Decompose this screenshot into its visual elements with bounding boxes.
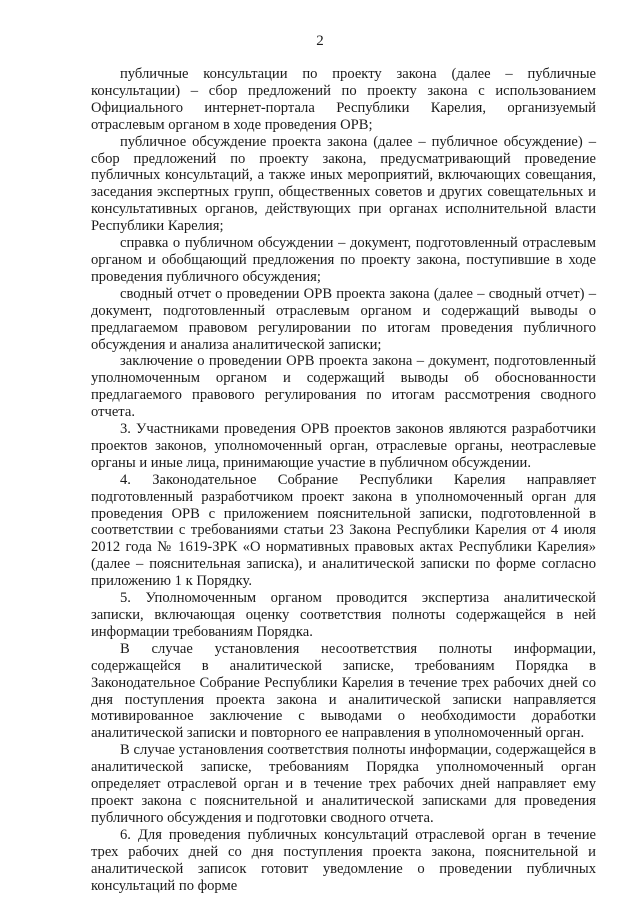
paragraph-item-6: 6. Для проведения публичных консультаций отраслевой орган в течение трех рабочих дней со дня поступления проекта закона, пояснительной и аналитической записок готовит уведомление о проведении публичных консультаций по форме xyxy=(91,826,596,894)
paragraph-item-4: 4. Законодательное Собрание Республики Карелия направляет подготовленный разработчиком проект закона в уполномоченный орган для проведения ОРВ с приложением пояснительной записки, подготовленной в соответствии с требованиями статьи 23 Закона Республики Карелия от 4 июля 2012 года № 1619-ЗРК «О нормативных правовых актах Республики Карелия» (далее – пояснительная записка), и аналитической записки по форме согласно приложению 1 к Порядку. xyxy=(91,471,596,590)
paragraph-summary-report-definition: сводный отчет о проведении ОРВ проекта закона (далее – сводный отчет) – документ, подготовленный отраслевым органом и содержащий выводы о предлагаемом правовом регулировании по итогам проведения публичного обсуждения и анализа аналитической записки; xyxy=(91,285,596,353)
paragraph-public-consultations-definition: публичные консультации по проекту закона (далее – публичные консультации) – сбор предложений по проекту закона с использованием Официального интернет-портала Республики Карелия, организуемый отраслевым органом в ходе проведения ОРВ; xyxy=(91,66,596,133)
page-number: 2 xyxy=(316,33,324,49)
paragraph-discussion-certificate-definition: справка о публичном обсуждении – документ, подготовленный отраслевым органом и обобщающий предложения по проекту закона, поступившие в ходе проведения публичного обсуждения; xyxy=(91,235,596,285)
document-body xyxy=(91,66,596,894)
paragraph-item-5-noncompliance: В случае установления несоответствия полноты информации, содержащейся в аналитической записке, требованиям Порядка в Законодательное Собрание Республики Карелия в течение трех рабочих дней со дня поступления проекта закона и аналитической записки направляется мотивированное заключение с выводами о необходимости доработки аналитической записки и повторного ее направления в уполномоченный орган. xyxy=(91,640,596,742)
paragraph-public-discussion-definition: публичное обсуждение проекта закона (далее – публичное обсуждение) – сбор предложений по проекту закона, предусматривающий проведение публичных консультаций, а также иных мероприятий, включающих совещания, заседания экспертных групп, общественных советов и других совещательных и консультативных органов, действующих при органах исполнительной власти Республики Карелия; xyxy=(91,133,596,235)
paragraph-item-5-compliance: В случае установления соответствия полноты информации, содержащейся в аналитической записке, требованиям Порядка уполномоченный орган определяет отраслевой орган и в течение трех рабочих дней направляет ему проект закона с пояснительной и аналитической записками для проведения публичного обсуждения и подготовки сводного отчета. xyxy=(91,742,596,826)
paragraph-item-3: 3. Участниками проведения ОРВ проектов законов являются разработчики проектов законов, уполномоченный орган, отраслевые органы, неотраслевые органы и иные лица, принимающие участие в публичном обсуждении. xyxy=(91,421,596,471)
paragraph-item-5: 5. Уполномоченным органом проводится экспертиза аналитической записки, включающая оценку соответствия полноты содержащейся в ней информации требованиям Порядка. xyxy=(91,590,596,640)
paragraph-conclusion-definition: заключение о проведении ОРВ проекта закона – документ, подготовленный уполномоченным органом и содержащий выводы об обоснованности предлагаемого правового регулирования по итогам рассмотрения сводного отчета. xyxy=(91,353,596,421)
